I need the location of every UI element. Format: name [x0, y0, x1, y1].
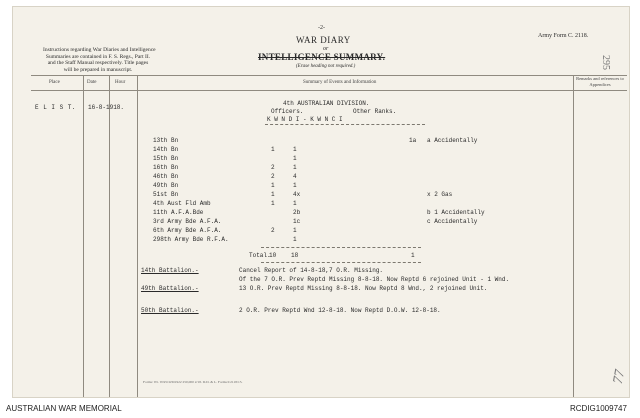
unit-other-ranks: 1	[293, 164, 297, 171]
unit-other-ranks: 1c	[293, 218, 301, 225]
unit-name: 4th Aust Fld Amb	[153, 200, 211, 207]
note-14th-battalion	[141, 267, 571, 287]
col-header-hour: Hour	[115, 80, 126, 85]
unit-officers: 2	[271, 173, 275, 180]
note-line: Cancel Report of 14-8-18,7 O.R. Missing.	[239, 267, 384, 274]
header-rule-top	[31, 75, 627, 76]
footer-institution: AUSTRALIAN WAR MEMORIAL	[6, 404, 122, 413]
total-extra: 1	[411, 252, 415, 259]
unit-row	[153, 137, 563, 144]
unit-officers: 2	[271, 227, 275, 234]
unit-name: 14th Bn	[153, 146, 179, 153]
col-rule-summary	[573, 75, 574, 397]
total-label: Total.	[249, 252, 271, 259]
total-other-ranks: 18	[291, 252, 299, 259]
unit-note: b 1 Accidentally	[427, 209, 485, 216]
note-label: 50th Battalion.-	[141, 307, 199, 314]
title-war-diary: WAR DIARY	[296, 35, 351, 45]
army-form-label: Army Form C. 2118.	[538, 33, 589, 39]
title-or: or	[323, 46, 329, 52]
header-rule-bottom	[31, 90, 627, 91]
unit-note: a Accidentally	[427, 137, 478, 144]
note-line: Of the 7 O.R. Prev Reptd Missing 8-8-18. Now Reptd 6 rejoined Unit - 1 Wnd.	[239, 276, 510, 283]
total-rule-bottom	[261, 262, 421, 263]
unit-other-ranks: 4	[293, 173, 297, 180]
col-header-date: Date	[87, 80, 97, 85]
instructions-block	[43, 47, 156, 73]
margin-mark: 77	[610, 368, 629, 386]
unit-other-ranks: 1	[293, 182, 297, 189]
unit-officers: 1	[271, 200, 275, 207]
unit-other-ranks: 4x	[293, 191, 301, 198]
total-row	[153, 252, 563, 259]
instructions-line: Summaries are contained in F. S. Regs., Part II.	[45, 53, 151, 60]
unit-other-ranks: 1	[293, 236, 297, 243]
unit-name: 51st Bn	[153, 191, 179, 198]
unit-row	[153, 164, 563, 171]
col-rule-hour	[137, 75, 138, 397]
unit-row	[153, 218, 563, 225]
unit-row	[153, 146, 563, 153]
page-number: -2-	[318, 25, 325, 31]
unit-officers: 2	[271, 164, 275, 171]
unit-row	[153, 236, 563, 243]
instructions-line: Instructions regarding War Diaries and Intelligence	[43, 47, 156, 53]
total-officers: 10	[269, 252, 277, 259]
unit-name: 46th Bn	[153, 173, 179, 180]
note-label: 14th Battalion.-	[141, 267, 199, 274]
unit-name: 6th Army Bde A.F.A.	[153, 227, 222, 234]
unit-name: 15th Bn	[153, 155, 179, 162]
title-subtitle: (Erase heading not required.)	[296, 64, 356, 69]
unit-officers: 1	[271, 182, 275, 189]
unit-row	[153, 155, 563, 162]
unit-name: 49th Bn	[153, 182, 179, 189]
instructions-line: will be prepared in manuscript.	[63, 66, 133, 73]
division-heading: 4th AUSTRALIAN DIVISION.	[283, 100, 370, 107]
note-49th-battalion	[141, 285, 571, 295]
note-line: 13 O.R. Prev Reptd Missing 8-8-18. Now Reptd 8 Wnd., 2 rejoined Unit.	[239, 285, 488, 292]
unit-other-ranks: 1	[293, 155, 297, 162]
entry-place: E L I S T.	[35, 104, 77, 111]
col-rule-date	[109, 75, 110, 397]
archive-footer	[0, 398, 640, 418]
unit-other-ranks: 2b	[293, 209, 301, 216]
col-other-ranks: Other Ranks.	[353, 108, 397, 115]
unit-other-ranks: 1	[293, 200, 297, 207]
note-label: 49th Battalion.-	[141, 285, 199, 292]
unit-name: 16th Bn	[153, 164, 179, 171]
footer-record-id: RCDIG1009747	[570, 404, 627, 413]
code-underline	[265, 124, 425, 125]
unit-row	[153, 209, 563, 216]
col-header-place: Place	[49, 80, 60, 85]
title-intelligence-summary: INTELLIGENCE SUMMARY.	[258, 52, 386, 62]
instructions-line: and the Staff Manual respectively. Title pages	[47, 60, 149, 66]
unit-other-ranks: 1	[293, 146, 297, 153]
note-line: 2 O.R. Prev Reptd Wnd 12-8-18. Now Reptd D.O.W. 12-8-18.	[239, 307, 441, 314]
unit-name: 13th Bn	[153, 137, 179, 144]
unit-name: 11th A.F.A.Bde	[153, 209, 204, 216]
unit-extra: 1a	[409, 137, 417, 144]
unit-name: 298th Army Bde R.F.A.	[153, 236, 229, 243]
unit-note: x 2 Gas	[427, 191, 453, 198]
entry-date: 16-8-1918.	[88, 104, 125, 111]
col-header-remarks: Remarks and references to Appendices	[576, 76, 624, 87]
unit-row	[153, 200, 563, 207]
stamp-number: 295	[600, 55, 611, 70]
unit-other-ranks: 1	[293, 227, 297, 234]
printer-line: Forms: Wt. W.9519/M1922 250,000 2/18. D.D. & L. Forms/C2118/15.	[143, 380, 243, 384]
unit-name: 3rd Army Bde A.F.A.	[153, 218, 222, 225]
col-rule-place	[83, 75, 84, 397]
unit-row	[153, 182, 563, 189]
unit-row	[153, 173, 563, 180]
total-rule-top	[261, 247, 421, 248]
col-officers: Officers.	[271, 108, 304, 115]
unit-row	[153, 227, 563, 234]
war-diary-page	[12, 6, 630, 398]
unit-note: c Accidentally	[427, 218, 478, 225]
code-header: K W N D I - K W N C I	[267, 116, 343, 123]
unit-row	[153, 191, 563, 198]
col-header-summary: Summary of Events and Information	[303, 80, 377, 85]
unit-officers: 1	[271, 146, 275, 153]
note-50th-battalion	[141, 307, 571, 317]
unit-officers: 1	[271, 191, 275, 198]
